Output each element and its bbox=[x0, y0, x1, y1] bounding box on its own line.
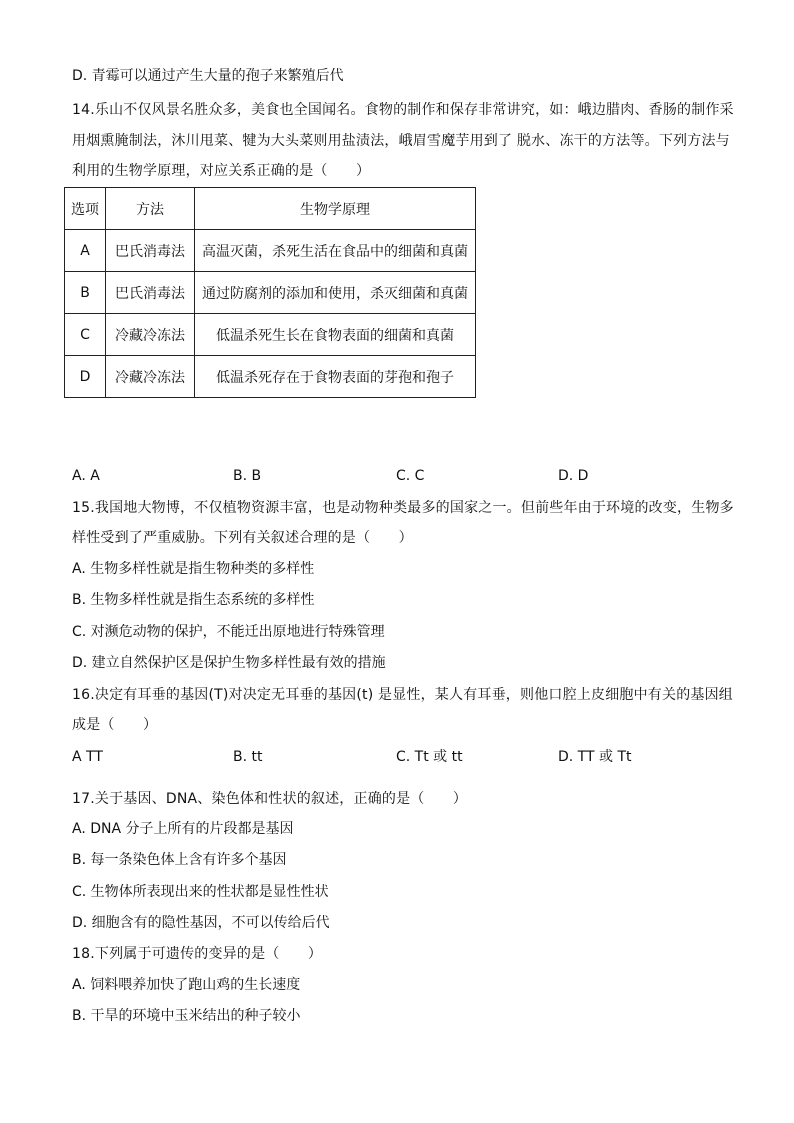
table-cell: 高温灭菌，杀死生活在食品中的细菌和真菌 bbox=[195, 230, 476, 272]
q14-stem-line-1: 14.乐山不仅风景名胜众多，美食也全国闻名。食物的制作和保存非常讲究，如：峨边腊肉、香肠的制作采 bbox=[72, 102, 734, 118]
table-cell: 巴氏消毒法 bbox=[106, 272, 195, 314]
q17-stem: 17.关于基因、DNA、染色体和性状的叙述，正确的是（ ） bbox=[72, 791, 468, 807]
q15-option-d: D. 建立自然保护区是保护生物多样性最有效的措施 bbox=[72, 655, 386, 671]
table-cell: 冷藏冷冻法 bbox=[106, 356, 195, 398]
table-cell: B bbox=[65, 272, 106, 314]
q16-option-a: A TT bbox=[72, 749, 103, 765]
q14-option-c: C. C bbox=[396, 468, 425, 484]
table-header-cell: 生物学原理 bbox=[195, 188, 476, 230]
q15-option-c: C. 对濒危动物的保护，不能迁出原地进行特殊管理 bbox=[72, 624, 385, 640]
table-cell: 低温杀死生长在食物表面的细菌和真菌 bbox=[195, 314, 476, 356]
q18-stem: 18.下列属于可遗传的变异的是（ ） bbox=[72, 946, 323, 962]
q16-stem-line-1: 16.决定有耳垂的基因(T)对决定无耳垂的基因(t) 是显性，某人有耳垂，则他口腔上皮细胞中有关的基因组 bbox=[72, 687, 734, 703]
q14-option-d: D. D bbox=[558, 468, 589, 484]
q15-stem-line-2: 样性受到了严重威胁。下列有关叙述合理的是（ ） bbox=[72, 530, 413, 546]
table-cell: D bbox=[65, 356, 106, 398]
q16-option-b: B. tt bbox=[233, 749, 263, 765]
q18-option-b: B. 干旱的环境中玉米结出的种子较小 bbox=[72, 1008, 301, 1024]
q14-table bbox=[64, 187, 476, 398]
table-header-cell: 选项 bbox=[65, 188, 106, 230]
q15-option-b: B. 生物多样性就是指生态系统的多样性 bbox=[72, 592, 315, 608]
table-cell: C bbox=[65, 314, 106, 356]
table-cell: A bbox=[65, 230, 106, 272]
q17-option-c: C. 生物体所表现出来的性状都是显性性状 bbox=[72, 884, 329, 900]
table-cell: 冷藏冷冻法 bbox=[106, 314, 195, 356]
table-row bbox=[65, 356, 476, 398]
q17-option-d: D. 细胞含有的隐性基因，不可以传给后代 bbox=[72, 915, 330, 931]
q18-option-a: A. 饲料喂养加快了跑山鸡的生长速度 bbox=[72, 977, 301, 993]
table-cell: 低温杀死存在于食物表面的芽孢和孢子 bbox=[195, 356, 476, 398]
table-cell: 通过防腐剂的添加和使用，杀灭细菌和真菌 bbox=[195, 272, 476, 314]
q14-option-b: B. B bbox=[233, 468, 262, 484]
q16-stem-line-2: 成是（ ） bbox=[72, 717, 158, 733]
table-row bbox=[65, 272, 476, 314]
q14-stem-line-2: 用烟熏腌制法，沐川甩菜、犍为大头菜则用盐渍法，峨眉雪魔芋用到了 脱水、冻干的方法等。下列方法与 bbox=[72, 133, 730, 149]
q16-option-d: D. TT 或 Tt bbox=[558, 749, 632, 765]
q14-option-a: A. A bbox=[72, 468, 100, 484]
table-cell: 巴氏消毒法 bbox=[106, 230, 195, 272]
table-header-cell: 方法 bbox=[106, 188, 195, 230]
q14-stem-line-3: 利用的生物学原理，对应关系正确的是（ ） bbox=[72, 163, 371, 179]
q15-stem-line-1: 15.我国地大物博，不仅植物资源丰富，也是动物种类最多的国家之一。但前些年由于环境的改变，生物多 bbox=[72, 500, 734, 516]
q17-option-a: A. DNA 分子上所有的片段都是基因 bbox=[72, 821, 294, 837]
q15-option-a: A. 生物多样性就是指生物种类的多样性 bbox=[72, 561, 315, 577]
q17-option-b: B. 每一条染色体上含有许多个基因 bbox=[72, 852, 287, 868]
table-header-row bbox=[65, 188, 476, 230]
table-row bbox=[65, 314, 476, 356]
table-row bbox=[65, 230, 476, 272]
q16-option-c: C. Tt 或 tt bbox=[396, 749, 463, 765]
q13-option-d: D. 青霉可以通过产生大量的孢子来繁殖后代 bbox=[72, 68, 344, 84]
